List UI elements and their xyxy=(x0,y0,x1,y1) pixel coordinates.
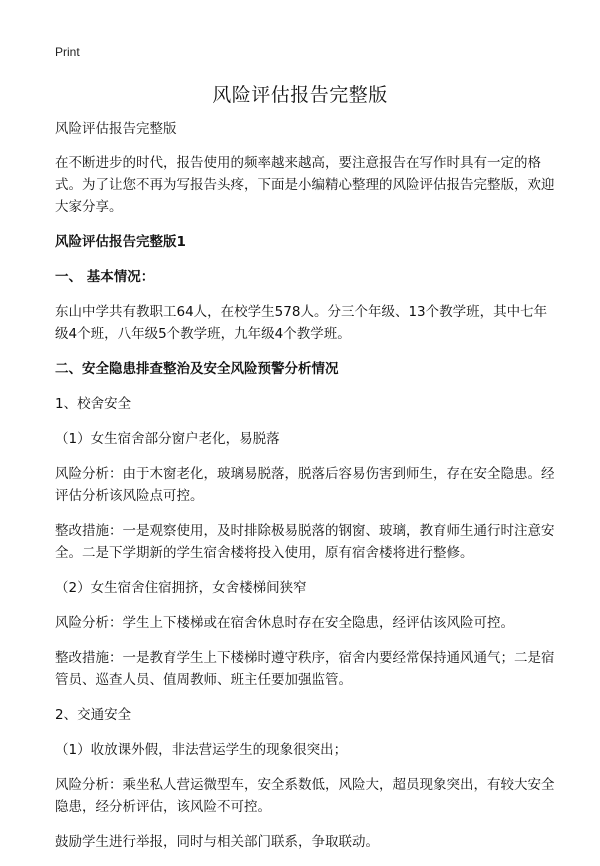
print-link[interactable]: Print xyxy=(55,45,80,59)
item-school-building: 1、校舍安全 xyxy=(55,396,132,412)
dorm-windows-measures: 整改措施：一是观察使用，及时排除极易脱落的钢窗、玻璃，教育师生通行时注意安全。二是下学期新的学生宿舍楼将投入使用，原有宿舍楼将进行整修。 xyxy=(55,523,555,561)
intro-paragraph: 在不断进步的时代，报告使用的频率越来越高，要注意报告在写作时具有一定的格式。为了让您不再为写报告头疼，下面是小编精心整理的风险评估报告完整版，欢迎大家分享。 xyxy=(55,155,555,215)
section-title: 风险评估报告完整版1 xyxy=(55,234,186,250)
dorm-crowding-analysis: 风险分析：学生上下楼梯或在宿舍休息时存在安全隐患，经评估该风险可控。 xyxy=(55,615,514,631)
dorm-windows-analysis: 风险分析：由于木窗老化，玻璃易脱落，脱落后容易伤害到师生，存在安全隐患。经评估分析该风险点可控。 xyxy=(55,466,555,504)
heading-basic-info: 一、 基本情况： xyxy=(55,269,155,285)
item-dorm-windows: （1）女生宿舍部分窗户老化，易脱落 xyxy=(55,431,280,447)
item-dorm-crowding: （2）女生宿舍住宿拥挤，女舍楼梯间狭窄 xyxy=(55,580,307,596)
basic-info-paragraph: 东山中学共有教职工64人，在校学生578人。分三个年级、13个教学班，其中七年级4个班，八年级5个教学班，九年级4个教学班。 xyxy=(55,304,548,342)
encourage-reporting: 鼓励学生进行举报，同时与相关部门联系，争取联动。 xyxy=(55,834,379,850)
document-subtitle: 风险评估报告完整版 xyxy=(55,121,177,137)
illegal-transport-analysis: 风险分析：乘坐私人营运微型车，安全系数低，风险大，超员现象突出，有较大安全隐患，经分析评估，该风险不可控。 xyxy=(55,777,555,815)
item-illegal-transport: （1）收放课外假，非法营运学生的现象很突出； xyxy=(55,742,348,758)
heading-safety: 二、安全隐患排查整治及安全风险预警分析情况 xyxy=(55,361,339,377)
item-traffic-safety: 2、交通安全 xyxy=(55,707,132,723)
page-title: 风险评估报告完整版 xyxy=(212,84,388,106)
document-body xyxy=(55,118,555,866)
dorm-crowding-measures: 整改措施：一是教育学生上下楼梯时遵守秩序，宿舍内要经常保持通风通气；二是宿管员、巡查人员、值周教师、班主任要加强监管。 xyxy=(55,650,555,688)
